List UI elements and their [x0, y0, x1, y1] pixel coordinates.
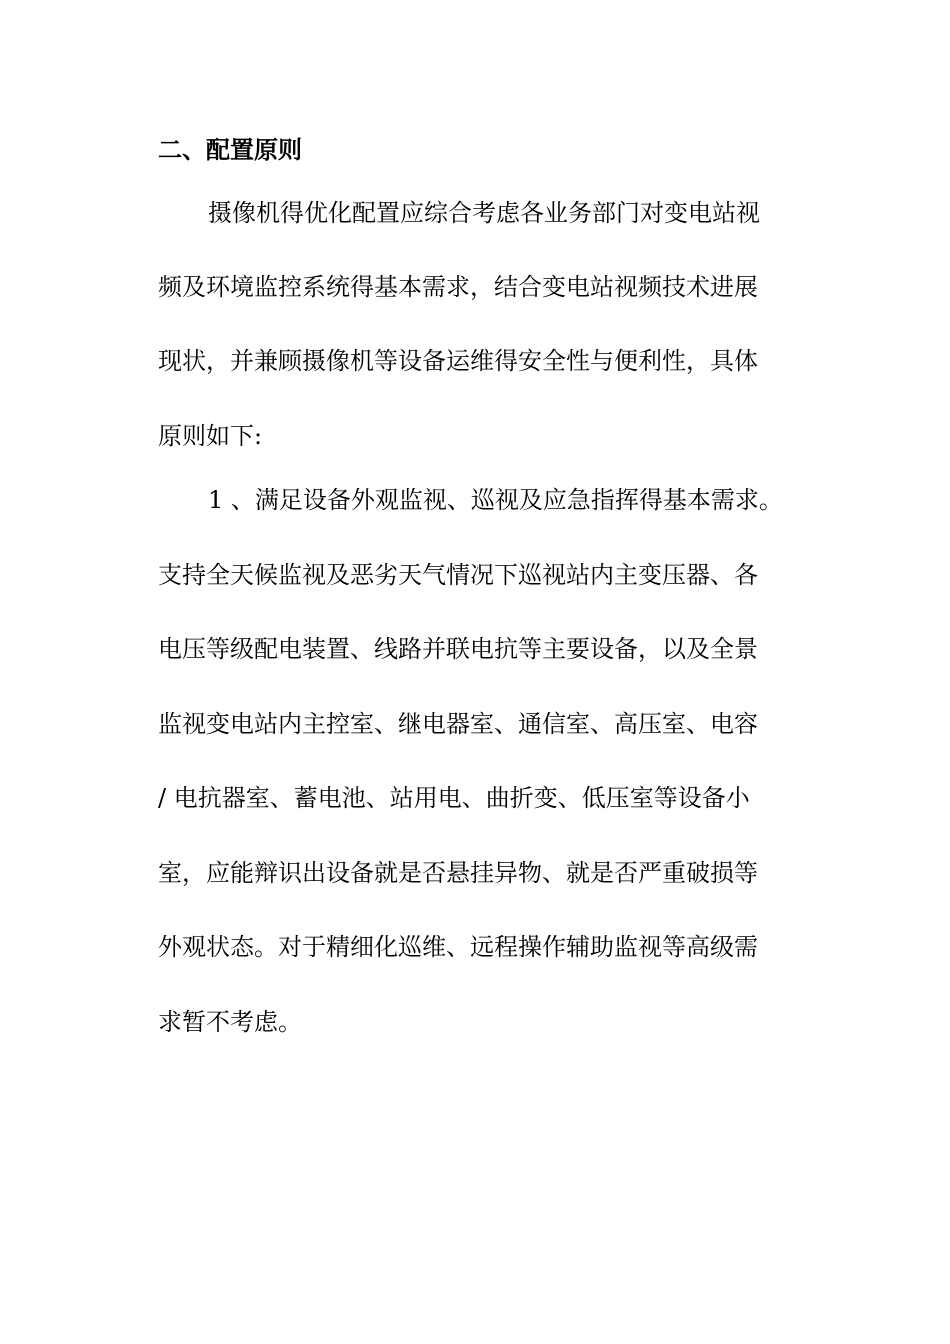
paragraph-line: 监视变电站内主控室、继电器室、通信室、高压室、电容	[158, 710, 758, 738]
paragraph-line: 原则如下:	[158, 422, 263, 450]
paragraph-line: 支持全天候监视及恶劣天气情况下巡视站内主变压器、各	[158, 561, 758, 589]
paragraph-line: 1 、满足设备外观监视、巡视及应急指挥得基本需求。	[208, 486, 783, 514]
paragraph-line: 室，应能辩识出设备就是否悬挂异物、就是否严重破损等	[158, 859, 758, 887]
paragraph-line: / 电抗器室、蓄电池、站用电、曲折变、低压室等设备小	[158, 784, 750, 812]
paragraph-line: 频及环境监控系统得基本需求，结合变电站视频技术进展	[158, 273, 758, 301]
paragraph-line: 外观状态。对于精细化巡维、远程操作辅助监视等高级需	[158, 933, 758, 961]
section-heading: 二、配置原则	[158, 135, 302, 164]
paragraph-line: 摄像机得优化配置应综合考虑各业务部门对变电站视	[208, 199, 760, 227]
paragraph-line: 求暂不考虑。	[158, 1008, 302, 1036]
paragraph-line: 现状，并兼顾摄像机等设备运维得安全性与便利性，具体	[158, 347, 758, 375]
paragraph-line: 电压等级配电装置、线路并联电抗等主要设备，以及全景	[158, 635, 758, 663]
